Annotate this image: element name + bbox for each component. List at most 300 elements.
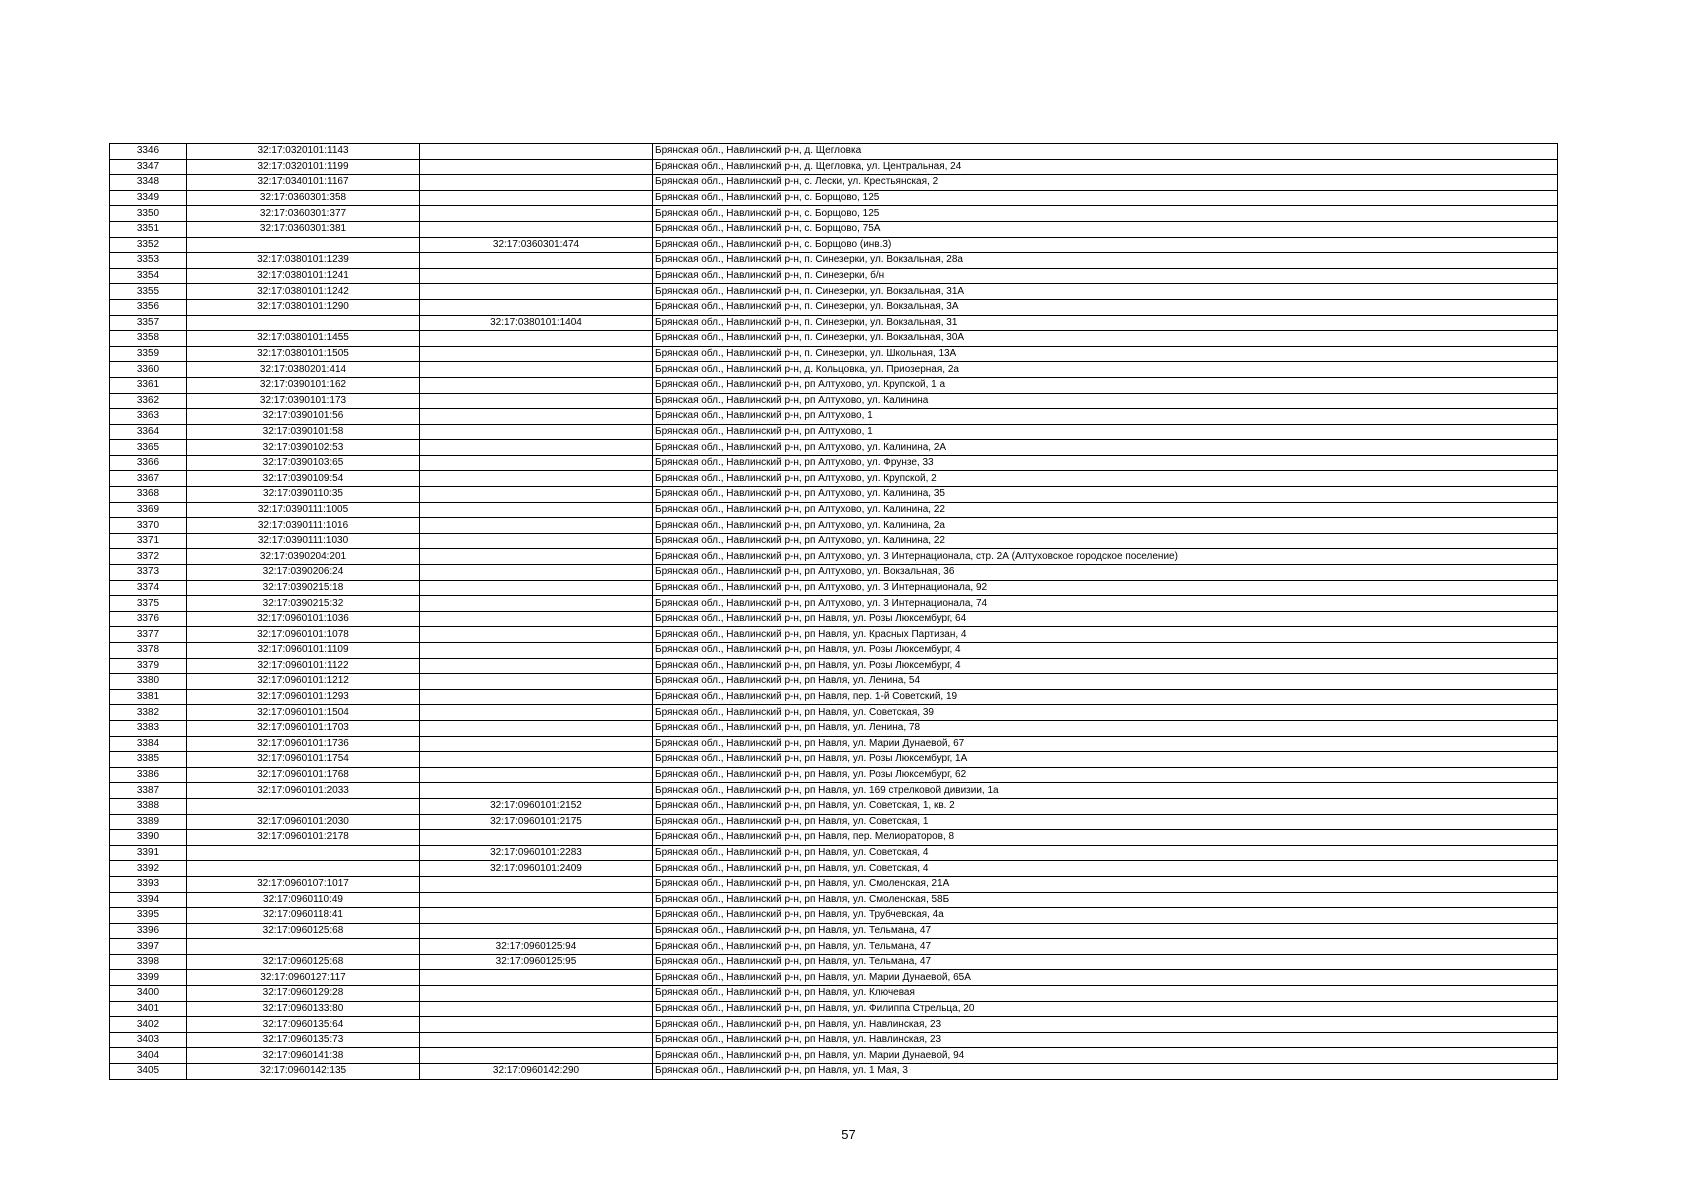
related-cadastral-number-cell <box>420 736 653 752</box>
address-cell: Брянская обл., Навлинский р-н, п. Синезерки, ул. Вокзальная, 31А <box>653 284 1558 300</box>
table-row <box>110 237 1558 253</box>
cadastral-number-cell: 32:17:0390204:201 <box>187 549 420 565</box>
table-row <box>110 533 1558 549</box>
cadastral-number-cell: 32:17:0960135:64 <box>187 1017 420 1033</box>
related-cadastral-number-cell <box>420 440 653 456</box>
row-number-cell: 3374 <box>110 580 187 596</box>
related-cadastral-number-cell <box>420 658 653 674</box>
row-number-cell: 3390 <box>110 830 187 846</box>
address-cell: Брянская обл., Навлинский р-н, рп Навля, ул. Ключевая <box>653 986 1558 1002</box>
table-row <box>110 502 1558 518</box>
related-cadastral-number-cell <box>420 1048 653 1064</box>
table-row <box>110 658 1558 674</box>
address-cell: Брянская обл., Навлинский р-н, рп Навля, ул. Советская, 39 <box>653 705 1558 721</box>
related-cadastral-number-cell <box>420 221 653 237</box>
related-cadastral-number-cell <box>420 674 653 690</box>
registry-table-body <box>110 144 1558 1080</box>
related-cadastral-number-cell <box>420 705 653 721</box>
cadastral-number-cell <box>187 861 420 877</box>
table-row <box>110 565 1558 581</box>
address-cell: Брянская обл., Навлинский р-н, д. Щегловка, ул. Центральная, 24 <box>653 159 1558 175</box>
cadastral-number-cell: 32:17:0390111:1016 <box>187 518 420 534</box>
row-number-cell: 3353 <box>110 253 187 269</box>
row-number-cell: 3355 <box>110 284 187 300</box>
row-number-cell: 3372 <box>110 549 187 565</box>
address-cell: Брянская обл., Навлинский р-н, рп Навля, ул. Советская, 4 <box>653 845 1558 861</box>
registry-table-container <box>109 143 1558 1080</box>
cadastral-number-cell: 32:17:0360301:381 <box>187 221 420 237</box>
cadastral-number-cell: 32:17:0390215:18 <box>187 580 420 596</box>
cadastral-number-cell: 32:17:0390111:1030 <box>187 533 420 549</box>
address-cell: Брянская обл., Навлинский р-н, рп Навля, ул. Советская, 4 <box>653 861 1558 877</box>
related-cadastral-number-cell <box>420 1032 653 1048</box>
table-row <box>110 596 1558 612</box>
cadastral-number-cell: 32:17:0390102:53 <box>187 440 420 456</box>
address-cell: Брянская обл., Навлинский р-н, рп Навля, ул. Ленина, 54 <box>653 674 1558 690</box>
address-cell: Брянская обл., Навлинский р-н, рп Навля, ул. Трубчевская, 4а <box>653 908 1558 924</box>
table-row <box>110 299 1558 315</box>
address-cell: Брянская обл., Навлинский р-н, п. Синезерки, ул. Вокзальная, 31 <box>653 315 1558 331</box>
table-row <box>110 798 1558 814</box>
row-number-cell: 3386 <box>110 767 187 783</box>
row-number-cell: 3383 <box>110 720 187 736</box>
related-cadastral-number-cell <box>420 175 653 191</box>
table-row <box>110 1048 1558 1064</box>
related-cadastral-number-cell <box>420 206 653 222</box>
row-number-cell: 3365 <box>110 440 187 456</box>
row-number-cell: 3396 <box>110 923 187 939</box>
row-number-cell: 3405 <box>110 1064 187 1080</box>
address-cell: Брянская обл., Навлинский р-н, п. Синезерки, ул. Вокзальная, 3А <box>653 299 1558 315</box>
related-cadastral-number-cell <box>420 487 653 503</box>
related-cadastral-number-cell <box>420 767 653 783</box>
table-row <box>110 643 1558 659</box>
table-row <box>110 1001 1558 1017</box>
table-row <box>110 752 1558 768</box>
cadastral-number-cell: 32:17:0960125:68 <box>187 954 420 970</box>
address-cell: Брянская обл., Навлинский р-н, рп Навля, ул. Тельмана, 47 <box>653 923 1558 939</box>
row-number-cell: 3403 <box>110 1032 187 1048</box>
cadastral-number-cell: 32:17:0960107:1017 <box>187 876 420 892</box>
row-number-cell: 3387 <box>110 783 187 799</box>
row-number-cell: 3370 <box>110 518 187 534</box>
table-row <box>110 845 1558 861</box>
cadastral-number-cell: 32:17:0390206:24 <box>187 565 420 581</box>
address-cell: Брянская обл., Навлинский р-н, рп Алтухово, ул. Калинина, 22 <box>653 502 1558 518</box>
table-row <box>110 689 1558 705</box>
row-number-cell: 3376 <box>110 611 187 627</box>
address-cell: Брянская обл., Навлинский р-н, рп Алтухово, ул. Калинина, 35 <box>653 487 1558 503</box>
cadastral-number-cell: 32:17:0380101:1455 <box>187 331 420 347</box>
related-cadastral-number-cell <box>420 752 653 768</box>
cadastral-number-cell: 32:17:0960101:1703 <box>187 720 420 736</box>
cadastral-number-cell: 32:17:0390109:54 <box>187 471 420 487</box>
cadastral-number-cell: 32:17:0960101:2178 <box>187 830 420 846</box>
table-row <box>110 611 1558 627</box>
table-row <box>110 253 1558 269</box>
row-number-cell: 3363 <box>110 409 187 425</box>
related-cadastral-number-cell <box>420 596 653 612</box>
table-row <box>110 175 1558 191</box>
cadastral-number-cell: 32:17:0360301:358 <box>187 190 420 206</box>
address-cell: Брянская обл., Навлинский р-н, с. Борщово, 125 <box>653 190 1558 206</box>
cadastral-number-cell <box>187 845 420 861</box>
table-row <box>110 268 1558 284</box>
related-cadastral-number-cell <box>420 876 653 892</box>
row-number-cell: 3399 <box>110 970 187 986</box>
table-row <box>110 892 1558 908</box>
address-cell: Брянская обл., Навлинский р-н, рп Алтухово, ул. Калинина <box>653 393 1558 409</box>
address-cell: Брянская обл., Навлинский р-н, рп Алтухово, ул. Крупской, 1 а <box>653 377 1558 393</box>
row-number-cell: 3388 <box>110 798 187 814</box>
row-number-cell: 3359 <box>110 346 187 362</box>
address-cell: Брянская обл., Навлинский р-н, рп Навля, ул. Филиппа Стрельца, 20 <box>653 1001 1558 1017</box>
row-number-cell: 3393 <box>110 876 187 892</box>
table-row <box>110 518 1558 534</box>
related-cadastral-number-cell <box>420 533 653 549</box>
address-cell: Брянская обл., Навлинский р-н, с. Борщово, 75А <box>653 221 1558 237</box>
address-cell: Брянская обл., Навлинский р-н, п. Синезерки, ул. Школьная, 13А <box>653 346 1558 362</box>
related-cadastral-number-cell <box>420 518 653 534</box>
related-cadastral-number-cell <box>420 580 653 596</box>
cadastral-number-cell: 32:17:0390110:35 <box>187 487 420 503</box>
address-cell: Брянская обл., Навлинский р-н, с. Борщово (инв.3) <box>653 237 1558 253</box>
cadastral-number-cell <box>187 939 420 955</box>
row-number-cell: 3392 <box>110 861 187 877</box>
cadastral-number-cell: 32:17:0380101:1290 <box>187 299 420 315</box>
table-row <box>110 783 1558 799</box>
related-cadastral-number-cell <box>420 362 653 378</box>
cadastral-number-cell: 32:17:0390111:1005 <box>187 502 420 518</box>
address-cell: Брянская обл., Навлинский р-н, рп Алтухово, ул. Калинина, 2а <box>653 518 1558 534</box>
address-cell: Брянская обл., Навлинский р-н, рп Навля, ул. Навлинская, 23 <box>653 1017 1558 1033</box>
address-cell: Брянская обл., Навлинский р-н, рп Навля, ул. Навлинская, 23 <box>653 1032 1558 1048</box>
row-number-cell: 3385 <box>110 752 187 768</box>
table-row <box>110 876 1558 892</box>
table-row <box>110 986 1558 1002</box>
table-row <box>110 970 1558 986</box>
related-cadastral-number-cell <box>420 471 653 487</box>
row-number-cell: 3401 <box>110 1001 187 1017</box>
cadastral-number-cell: 32:17:0380101:1242 <box>187 284 420 300</box>
address-cell: Брянская обл., Навлинский р-н, рп Навля, ул. 1 Мая, 3 <box>653 1064 1558 1080</box>
row-number-cell: 3402 <box>110 1017 187 1033</box>
address-cell: Брянская обл., Навлинский р-н, рп Навля, пер. Мелиораторов, 8 <box>653 830 1558 846</box>
address-cell: Брянская обл., Навлинский р-н, д. Щегловка <box>653 144 1558 160</box>
related-cadastral-number-cell <box>420 190 653 206</box>
cadastral-number-cell: 32:17:0960101:1109 <box>187 643 420 659</box>
row-number-cell: 3380 <box>110 674 187 690</box>
related-cadastral-number-cell: 32:17:0960101:2175 <box>420 814 653 830</box>
address-cell: Брянская обл., Навлинский р-н, п. Синезерки, ул. Вокзальная, 28а <box>653 253 1558 269</box>
table-row <box>110 471 1558 487</box>
cadastral-number-cell: 32:17:0380101:1239 <box>187 253 420 269</box>
cadastral-number-cell: 32:17:0960133:80 <box>187 1001 420 1017</box>
table-row <box>110 393 1558 409</box>
table-row <box>110 1017 1558 1033</box>
table-row <box>110 206 1558 222</box>
related-cadastral-number-cell <box>420 331 653 347</box>
row-number-cell: 3381 <box>110 689 187 705</box>
related-cadastral-number-cell: 32:17:0960125:95 <box>420 954 653 970</box>
table-row <box>110 674 1558 690</box>
cadastral-number-cell: 32:17:0320101:1143 <box>187 144 420 160</box>
table-row <box>110 377 1558 393</box>
address-cell: Брянская обл., Навлинский р-н, с. Борщово, 125 <box>653 206 1558 222</box>
address-cell: Брянская обл., Навлинский р-н, п. Синезерки, б/н <box>653 268 1558 284</box>
address-cell: Брянская обл., Навлинский р-н, рп Алтухово, ул. Калинина, 2А <box>653 440 1558 456</box>
row-number-cell: 3362 <box>110 393 187 409</box>
related-cadastral-number-cell <box>420 783 653 799</box>
table-row <box>110 409 1558 425</box>
row-number-cell: 3367 <box>110 471 187 487</box>
table-row <box>110 767 1558 783</box>
related-cadastral-number-cell <box>420 159 653 175</box>
cadastral-number-cell: 32:17:0390101:56 <box>187 409 420 425</box>
cadastral-number-cell: 32:17:0960101:1078 <box>187 627 420 643</box>
related-cadastral-number-cell <box>420 611 653 627</box>
related-cadastral-number-cell <box>420 970 653 986</box>
row-number-cell: 3361 <box>110 377 187 393</box>
address-cell: Брянская обл., Навлинский р-н, рп Навля, ул. Розы Люксембург, 4 <box>653 658 1558 674</box>
row-number-cell: 3371 <box>110 533 187 549</box>
cadastral-number-cell: 32:17:0380201:414 <box>187 362 420 378</box>
cadastral-number-cell: 32:17:0960101:1768 <box>187 767 420 783</box>
row-number-cell: 3352 <box>110 237 187 253</box>
related-cadastral-number-cell <box>420 643 653 659</box>
row-number-cell: 3366 <box>110 455 187 471</box>
related-cadastral-number-cell: 32:17:0360301:474 <box>420 237 653 253</box>
related-cadastral-number-cell <box>420 346 653 362</box>
related-cadastral-number-cell <box>420 299 653 315</box>
row-number-cell: 3373 <box>110 565 187 581</box>
related-cadastral-number-cell <box>420 393 653 409</box>
table-row <box>110 346 1558 362</box>
cadastral-number-cell: 32:17:0960101:1122 <box>187 658 420 674</box>
address-cell: Брянская обл., Навлинский р-н, рп Навля, ул. Красных Партизан, 4 <box>653 627 1558 643</box>
page-number: 57 <box>841 1127 856 1142</box>
row-number-cell: 3384 <box>110 736 187 752</box>
table-row <box>110 549 1558 565</box>
address-cell: Брянская обл., Навлинский р-н, рп Навля, ул. Марии Дунаевой, 65А <box>653 970 1558 986</box>
table-row <box>110 923 1558 939</box>
address-cell: Брянская обл., Навлинский р-н, рп Навля, ул. Розы Люксембург, 62 <box>653 767 1558 783</box>
cadastral-number-cell: 32:17:0390215:32 <box>187 596 420 612</box>
address-cell: Брянская обл., Навлинский р-н, рп Навля, ул. Розы Люксембург, 1А <box>653 752 1558 768</box>
table-row <box>110 159 1558 175</box>
cadastral-number-cell: 32:17:0960101:1504 <box>187 705 420 721</box>
table-row <box>110 580 1558 596</box>
cadastral-number-cell <box>187 315 420 331</box>
related-cadastral-number-cell: 32:17:0960101:2152 <box>420 798 653 814</box>
table-row <box>110 424 1558 440</box>
address-cell: Брянская обл., Навлинский р-н, д. Кольцовка, ул. Приозерная, 2а <box>653 362 1558 378</box>
related-cadastral-number-cell <box>420 502 653 518</box>
row-number-cell: 3375 <box>110 596 187 612</box>
address-cell: Брянская обл., Навлинский р-н, рп Алтухово, ул. Калинина, 22 <box>653 533 1558 549</box>
row-number-cell: 3364 <box>110 424 187 440</box>
related-cadastral-number-cell <box>420 720 653 736</box>
table-row <box>110 1032 1558 1048</box>
related-cadastral-number-cell: 32:17:0960125:94 <box>420 939 653 955</box>
table-row <box>110 315 1558 331</box>
cadastral-number-cell: 32:17:0960141:38 <box>187 1048 420 1064</box>
table-row <box>110 736 1558 752</box>
row-number-cell: 3349 <box>110 190 187 206</box>
table-row <box>110 331 1558 347</box>
table-row <box>110 487 1558 503</box>
row-number-cell: 3356 <box>110 299 187 315</box>
address-cell: Брянская обл., Навлинский р-н, рп Алтухово, ул. 3 Интернационала, стр. 2А (Алтуховское городское поселение) <box>653 549 1558 565</box>
row-number-cell: 3404 <box>110 1048 187 1064</box>
related-cadastral-number-cell <box>420 268 653 284</box>
cadastral-number-cell: 32:17:0960101:2030 <box>187 814 420 830</box>
row-number-cell: 3389 <box>110 814 187 830</box>
cadastral-number-cell: 32:17:0960118:41 <box>187 908 420 924</box>
table-row <box>110 627 1558 643</box>
address-cell: Брянская обл., Навлинский р-н, рп Навля, ул. Тельмана, 47 <box>653 939 1558 955</box>
row-number-cell: 3369 <box>110 502 187 518</box>
address-cell: Брянская обл., Навлинский р-н, с. Лески, ул. Крестьянская, 2 <box>653 175 1558 191</box>
related-cadastral-number-cell <box>420 424 653 440</box>
table-row <box>110 455 1558 471</box>
address-cell: Брянская обл., Навлинский р-н, рп Алтухово, ул. Крупской, 2 <box>653 471 1558 487</box>
related-cadastral-number-cell <box>420 549 653 565</box>
table-row <box>110 830 1558 846</box>
cadastral-number-cell: 32:17:0960127:117 <box>187 970 420 986</box>
row-number-cell: 3348 <box>110 175 187 191</box>
cadastral-number-cell: 32:17:0960101:1754 <box>187 752 420 768</box>
row-number-cell: 3394 <box>110 892 187 908</box>
cadastral-number-cell: 32:17:0390101:173 <box>187 393 420 409</box>
related-cadastral-number-cell: 32:17:0960142:290 <box>420 1064 653 1080</box>
cadastral-number-cell <box>187 798 420 814</box>
related-cadastral-number-cell: 32:17:0960101:2409 <box>420 861 653 877</box>
address-cell: Брянская обл., Навлинский р-н, рп Навля, ул. Смоленская, 58Б <box>653 892 1558 908</box>
cadastral-number-cell: 32:17:0380101:1241 <box>187 268 420 284</box>
related-cadastral-number-cell <box>420 565 653 581</box>
row-number-cell: 3378 <box>110 643 187 659</box>
related-cadastral-number-cell <box>420 455 653 471</box>
address-cell: Брянская обл., Навлинский р-н, рп Алтухово, ул. 3 Интернационала, 92 <box>653 580 1558 596</box>
related-cadastral-number-cell <box>420 908 653 924</box>
table-row <box>110 908 1558 924</box>
related-cadastral-number-cell <box>420 923 653 939</box>
cadastral-number-cell: 32:17:0390101:58 <box>187 424 420 440</box>
address-cell: Брянская обл., Навлинский р-н, рп Навля, ул. Розы Люксембург, 64 <box>653 611 1558 627</box>
related-cadastral-number-cell <box>420 253 653 269</box>
address-cell: Брянская обл., Навлинский р-н, п. Синезерки, ул. Вокзальная, 30А <box>653 331 1558 347</box>
related-cadastral-number-cell <box>420 892 653 908</box>
related-cadastral-number-cell <box>420 284 653 300</box>
row-number-cell: 3377 <box>110 627 187 643</box>
related-cadastral-number-cell <box>420 627 653 643</box>
address-cell: Брянская обл., Навлинский р-н, рп Навля, ул. Тельмана, 47 <box>653 954 1558 970</box>
cadastral-number-cell: 32:17:0960110:49 <box>187 892 420 908</box>
row-number-cell: 3382 <box>110 705 187 721</box>
cadastral-number-cell <box>187 237 420 253</box>
table-row <box>110 1064 1558 1080</box>
row-number-cell: 3358 <box>110 331 187 347</box>
cadastral-number-cell: 32:17:0360301:377 <box>187 206 420 222</box>
registry-table <box>109 143 1558 1080</box>
cadastral-number-cell: 32:17:0960101:2033 <box>187 783 420 799</box>
cadastral-number-cell: 32:17:0960101:1036 <box>187 611 420 627</box>
address-cell: Брянская обл., Навлинский р-н, рп Навля, пер. 1-й Советский, 19 <box>653 689 1558 705</box>
related-cadastral-number-cell <box>420 689 653 705</box>
related-cadastral-number-cell <box>420 986 653 1002</box>
table-row <box>110 861 1558 877</box>
address-cell: Брянская обл., Навлинский р-н, рп Навля, ул. 169 стрелковой дивизии, 1а <box>653 783 1558 799</box>
related-cadastral-number-cell: 32:17:0380101:1404 <box>420 315 653 331</box>
table-row <box>110 939 1558 955</box>
row-number-cell: 3397 <box>110 939 187 955</box>
cadastral-number-cell: 32:17:0960135:73 <box>187 1032 420 1048</box>
cadastral-number-cell: 32:17:0380101:1505 <box>187 346 420 362</box>
cadastral-number-cell: 32:17:0340101:1167 <box>187 175 420 191</box>
table-row <box>110 954 1558 970</box>
address-cell: Брянская обл., Навлинский р-н, рп Алтухово, ул. Фрунзе, 33 <box>653 455 1558 471</box>
row-number-cell: 3347 <box>110 159 187 175</box>
related-cadastral-number-cell <box>420 409 653 425</box>
table-row <box>110 362 1558 378</box>
table-row <box>110 284 1558 300</box>
cadastral-number-cell: 32:17:0390103:65 <box>187 455 420 471</box>
address-cell: Брянская обл., Навлинский р-н, рп Навля, ул. Ленина, 78 <box>653 720 1558 736</box>
table-row <box>110 221 1558 237</box>
address-cell: Брянская обл., Навлинский р-н, рп Навля, ул. Розы Люксембург, 4 <box>653 643 1558 659</box>
related-cadastral-number-cell: 32:17:0960101:2283 <box>420 845 653 861</box>
row-number-cell: 3346 <box>110 144 187 160</box>
address-cell: Брянская обл., Навлинский р-н, рп Навля, ул. Советская, 1, кв. 2 <box>653 798 1558 814</box>
address-cell: Брянская обл., Навлинский р-н, рп Алтухово, ул. 3 Интернационала, 74 <box>653 596 1558 612</box>
cadastral-number-cell: 32:17:0960101:1736 <box>187 736 420 752</box>
address-cell: Брянская обл., Навлинский р-н, рп Алтухово, ул. Вокзальная, 36 <box>653 565 1558 581</box>
cadastral-number-cell: 32:17:0960125:68 <box>187 923 420 939</box>
cadastral-number-cell: 32:17:0390101:162 <box>187 377 420 393</box>
cadastral-number-cell: 32:17:0960101:1293 <box>187 689 420 705</box>
cadastral-number-cell: 32:17:0960142:135 <box>187 1064 420 1080</box>
row-number-cell: 3391 <box>110 845 187 861</box>
table-row <box>110 814 1558 830</box>
related-cadastral-number-cell <box>420 1001 653 1017</box>
row-number-cell: 3351 <box>110 221 187 237</box>
related-cadastral-number-cell <box>420 377 653 393</box>
table-row <box>110 705 1558 721</box>
row-number-cell: 3398 <box>110 954 187 970</box>
row-number-cell: 3360 <box>110 362 187 378</box>
address-cell: Брянская обл., Навлинский р-н, рп Навля, ул. Советская, 1 <box>653 814 1558 830</box>
related-cadastral-number-cell <box>420 830 653 846</box>
cadastral-number-cell: 32:17:0960129:28 <box>187 986 420 1002</box>
row-number-cell: 3400 <box>110 986 187 1002</box>
table-row <box>110 144 1558 160</box>
table-row <box>110 440 1558 456</box>
row-number-cell: 3350 <box>110 206 187 222</box>
row-number-cell: 3368 <box>110 487 187 503</box>
address-cell: Брянская обл., Навлинский р-н, рп Навля, ул. Марии Дунаевой, 94 <box>653 1048 1558 1064</box>
address-cell: Брянская обл., Навлинский р-н, рп Алтухово, 1 <box>653 424 1558 440</box>
cadastral-number-cell: 32:17:0960101:1212 <box>187 674 420 690</box>
address-cell: Брянская обл., Навлинский р-н, рп Алтухово, 1 <box>653 409 1558 425</box>
address-cell: Брянская обл., Навлинский р-н, рп Навля, ул. Смоленская, 21А <box>653 876 1558 892</box>
related-cadastral-number-cell <box>420 1017 653 1033</box>
cadastral-number-cell: 32:17:0320101:1199 <box>187 159 420 175</box>
table-row <box>110 190 1558 206</box>
row-number-cell: 3395 <box>110 908 187 924</box>
related-cadastral-number-cell <box>420 144 653 160</box>
row-number-cell: 3354 <box>110 268 187 284</box>
